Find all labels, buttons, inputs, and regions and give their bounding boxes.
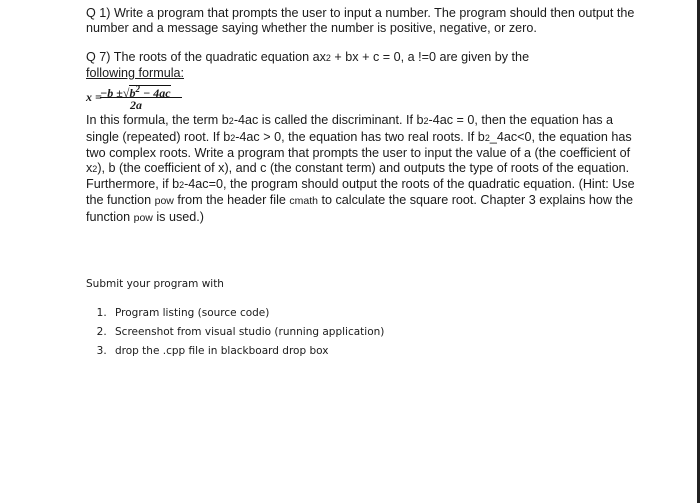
body-subscript: 2 xyxy=(423,116,429,127)
radical-sign: √ xyxy=(122,86,130,101)
intro-text-b: + bx + c = 0, a !=0 are given by the xyxy=(330,50,530,64)
formula-caption: following formula: xyxy=(86,66,184,81)
body-subscript: 2 xyxy=(179,180,185,191)
submission-instructions xyxy=(86,278,586,361)
radicand-b: b xyxy=(129,86,136,101)
question-1 xyxy=(86,6,638,36)
body-subscript: 2 xyxy=(228,116,234,127)
question-7 xyxy=(86,50,638,226)
body-subscript: 2 xyxy=(92,164,98,175)
body-part: from the header file xyxy=(173,193,290,208)
question-1-text xyxy=(86,6,638,36)
intro-text-a: The roots of the quadratic equation ax xyxy=(113,50,326,64)
code-term-cmath: cmath xyxy=(289,195,318,208)
body-part: _4ac<0, the equation has two complex roots. Write a program that prompts the user to input the value of a (the coefficient of x xyxy=(86,129,632,176)
question-7-body xyxy=(86,113,638,225)
intro-subscript: 2 xyxy=(325,53,331,63)
question-7-label: Q 7) xyxy=(86,50,111,64)
question-1-body: Write a program that prompts the user to input a number. The program should then output the number and a message saying whether the number is positive, negative, or zero. xyxy=(86,6,635,36)
body-part: In this formula, the term b xyxy=(86,113,229,128)
question-7-intro-line2 xyxy=(86,66,638,81)
body-subscript: 2 xyxy=(484,132,490,143)
formula-denominator: 2a xyxy=(130,98,142,113)
radicand-exponent: 2 xyxy=(135,84,140,95)
question-7-intro xyxy=(86,50,638,66)
body-part: -4ac=0, the program should output the roots of the quadratic equation. (Hint: Use the function xyxy=(86,177,635,208)
submit-list xyxy=(86,304,586,361)
body-part: ), b (the coefficient of x), and c (the constant term) and outputs the type of roots of the equation. Furthermore, if b xyxy=(86,161,630,192)
radicand-rest: − 4ac xyxy=(139,86,171,101)
body-part: -4ac = 0, then the equation has a single (repeated) root. If b xyxy=(86,113,614,144)
submit-item-source: 1. Program listing (source code) xyxy=(110,304,586,323)
quadratic-formula xyxy=(86,82,638,112)
submit-heading: Submit your program with xyxy=(86,278,224,290)
formula-lhs: x = xyxy=(86,90,102,105)
code-term-pow: pow xyxy=(154,195,174,208)
submit-item-dropbox: 3. drop the .cpp file in blackboard drop box xyxy=(110,342,586,361)
submit-item-screenshot: 2. Screenshot from visual studio (running application) xyxy=(110,323,586,342)
body-part: to calculate the square root. Chapter 3 explains how the function xyxy=(86,193,634,224)
formula-num-prefix: −b ± xyxy=(100,86,123,101)
body-subscript: 2 xyxy=(230,132,236,143)
question-1-label: Q 1) xyxy=(86,6,111,20)
code-term-pow: pow xyxy=(133,211,153,224)
body-part: is used.) xyxy=(152,209,204,224)
body-part: -4ac is called the discriminant. If b xyxy=(233,113,424,128)
body-part: -4ac > 0, the equation has two real roots. If b xyxy=(235,129,485,144)
